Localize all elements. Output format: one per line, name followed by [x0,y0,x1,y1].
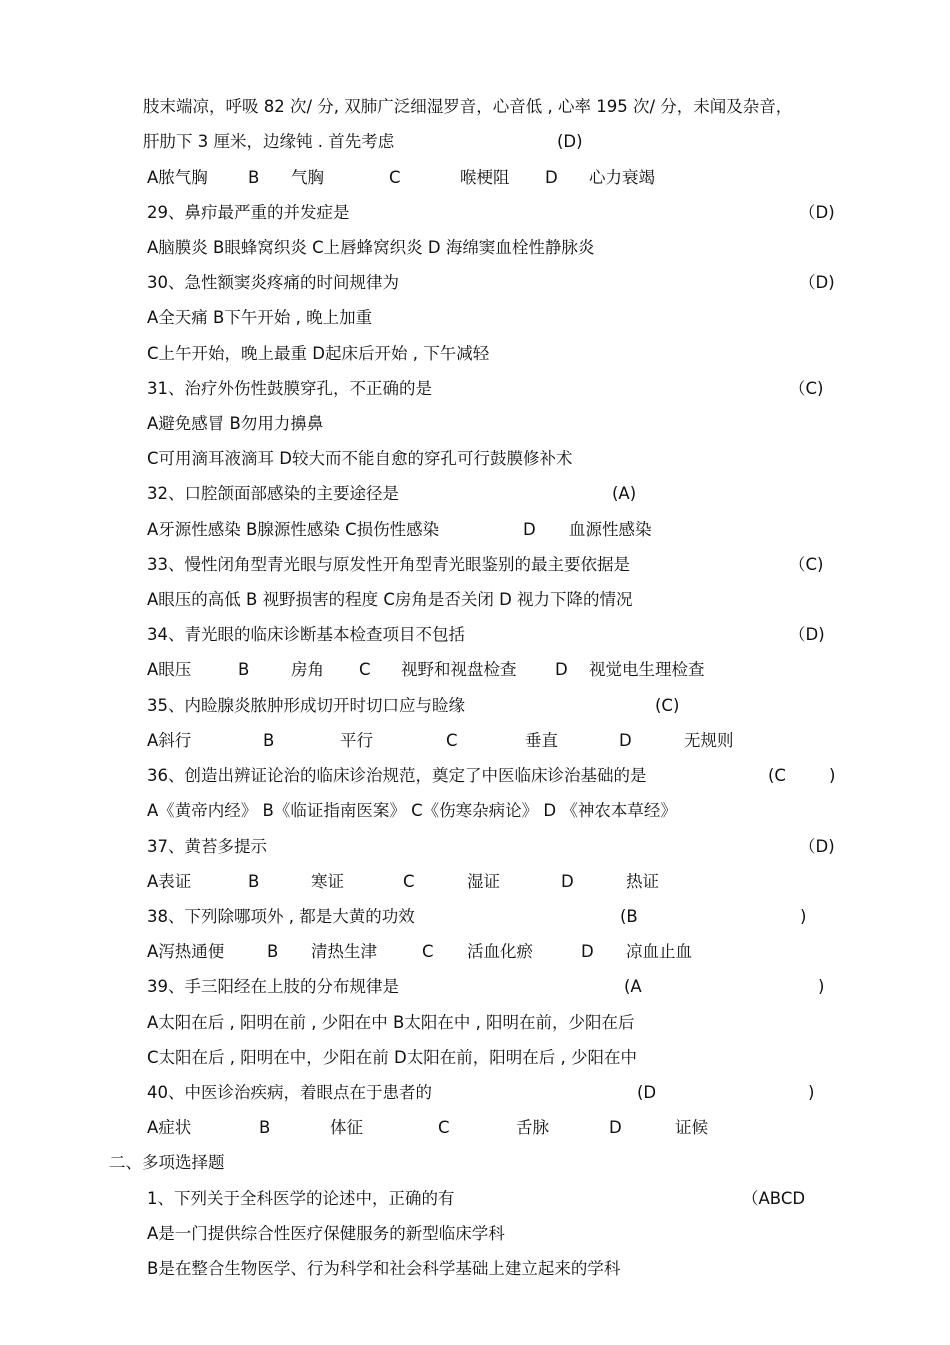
text-segment: 32、口腔颌面部感染的主要途径是 [147,484,399,503]
text-segment: (A) [612,484,637,503]
text-segment: (D [637,1083,657,1102]
text-segment: ) [800,907,807,926]
text-segment: A《黄帝内经》 B《临证指南医案》 C《伤寒杂病论》 D 《神农本草经》 [147,801,677,820]
text-segment: C [403,872,415,891]
text-segment: 31、治疗外伤性鼓膜穿孔，不正确的是 [147,379,432,398]
text-segment: 湿证 [467,872,500,891]
text-segment: （ABCD [742,1189,806,1208]
text-segment: (A [624,977,642,996]
text-segment: 35、内睑腺炎脓肿形成切开时切口应与睑缘 [147,696,465,715]
text-segment: C可用滴耳液滴耳 D较大而不能自愈的穿孔可行鼓膜修补术 [147,449,573,468]
text-segment: 清热生津 [311,942,377,961]
text-segment: ) [808,1083,815,1102]
text-segment: B是在整合生物医学、行为科学和社会科学基础上建立起来的学科 [147,1259,621,1278]
text-segment: A避免感冒 B勿用力擤鼻 [147,414,324,433]
text-segment: （C) [789,379,824,398]
text-segment: A症状 [147,1118,192,1137]
text-segment: B [238,660,250,679]
text-segment: A牙源性感染 B腺源性感染 C损伤性感染 [147,520,440,539]
text-segment: A脓气胸 [147,168,208,187]
text-segment: （C) [789,555,824,574]
text-segment: （D) [799,273,835,292]
text-segment: 肝肋下 3 厘米，边缘钝 . 首先考虑 [143,132,395,151]
text-segment: B [248,872,260,891]
text-segment: 活血化瘀 [467,942,533,961]
text-segment: A脑膜炎 B眼蜂窝织炎 C上唇蜂窝织炎 D 海绵窦血栓性静脉炎 [147,238,595,257]
text-segment: C [422,942,434,961]
text-segment: 38、下列除哪项外 , 都是大黄的功效 [147,907,415,926]
text-segment: (C) [655,696,680,715]
text-segment: ) [829,766,836,785]
text-segment: B [263,731,275,750]
text-segment: C [446,731,458,750]
text-segment: C [359,660,371,679]
text-segment: 寒证 [311,872,344,891]
text-segment: 34、青光眼的临床诊断基本检查项目不包括 [147,625,465,644]
text-segment: A表证 [147,872,192,891]
text-segment: 33、慢性闭角型青光眼与原发性开角型青光眼鉴别的最主要依据是 [147,555,630,574]
text-segment: 视觉电生理检查 [589,660,705,679]
text-segment: （D) [789,625,825,644]
text-segment: 房角 [291,660,324,679]
text-segment: D [523,520,536,539]
text-segment: A眼压 [147,660,192,679]
text-segment: C上午开始，晚上最重 D起床后开始 , 下午减轻 [147,344,490,363]
text-segment: 肢末端凉，呼吸 82 次/ 分, 双肺广泛细湿罗音，心音低 , 心率 195 次/ 分，未闻及杂音， [143,97,793,116]
text-segment: 30、急性额窦炎疼痛的时间规律为 [147,273,399,292]
text-segment: C太阳在后 , 阳明在中，少阳在前 D太阳在前，阳明在后 , 少阳在中 [147,1048,637,1067]
text-segment: A斜行 [147,731,192,750]
text-segment: 1、下列关于全科医学的论述中，正确的有 [147,1189,455,1208]
text-segment: A是一门提供综合性医疗保健服务的新型临床学科 [147,1224,505,1243]
text-segment: 39、手三阳经在上肢的分布规律是 [147,977,399,996]
text-segment: 舌脉 [516,1118,549,1137]
text-segment: 心力衰竭 [589,168,655,187]
text-segment: 平行 [340,731,373,750]
text-segment: B [267,942,279,961]
text-segment: 37、黄苔多提示 [147,837,267,856]
text-segment: 热证 [626,872,659,891]
text-segment: 视野和视盘检查 [401,660,517,679]
text-segment: D [561,872,574,891]
text-segment: (D) [557,132,583,151]
text-segment: 二、多项选择题 [109,1153,225,1172]
text-segment: A眼压的高低 B 视野损害的程度 C房角是否关闭 D 视力下降的情况 [147,590,633,609]
text-segment: B [248,168,260,187]
text-segment: 29、鼻疖最严重的并发症是 [147,203,350,222]
text-segment: 36、创造出辨证论治的临床诊治规范，奠定了中医临床诊治基础的是 [147,766,647,785]
text-segment: 无规则 [684,731,734,750]
text-segment: D [581,942,594,961]
text-segment: 凉血止血 [626,942,692,961]
text-segment: 垂直 [525,731,558,750]
text-segment: D [555,660,568,679]
text-segment: C [438,1118,450,1137]
text-segment: D [619,731,632,750]
text-segment: A太阳在后 , 阳明在前 , 少阳在中 B太阳在中 , 阳明在前，少阳在后 [147,1013,635,1032]
text-segment: ) [818,977,825,996]
text-segment: D [545,168,558,187]
text-segment: (B [620,907,638,926]
text-segment: 血源性感染 [569,520,652,539]
text-segment: 气胸 [291,168,324,187]
text-segment: 40、中医诊治疾病，着眼点在于患者的 [147,1083,432,1102]
text-segment: （D) [799,837,835,856]
text-segment: （D) [799,203,835,222]
text-segment: A全天痛 B下午开始 , 晚上加重 [147,308,373,327]
text-segment: 证候 [675,1118,708,1137]
text-segment: 体征 [330,1118,363,1137]
text-segment: C [389,168,401,187]
text-segment: B [259,1118,271,1137]
text-segment: A泻热通便 [147,942,225,961]
text-segment: (C [768,766,786,785]
text-segment: 喉梗阻 [460,168,510,187]
text-segment: D [609,1118,622,1137]
